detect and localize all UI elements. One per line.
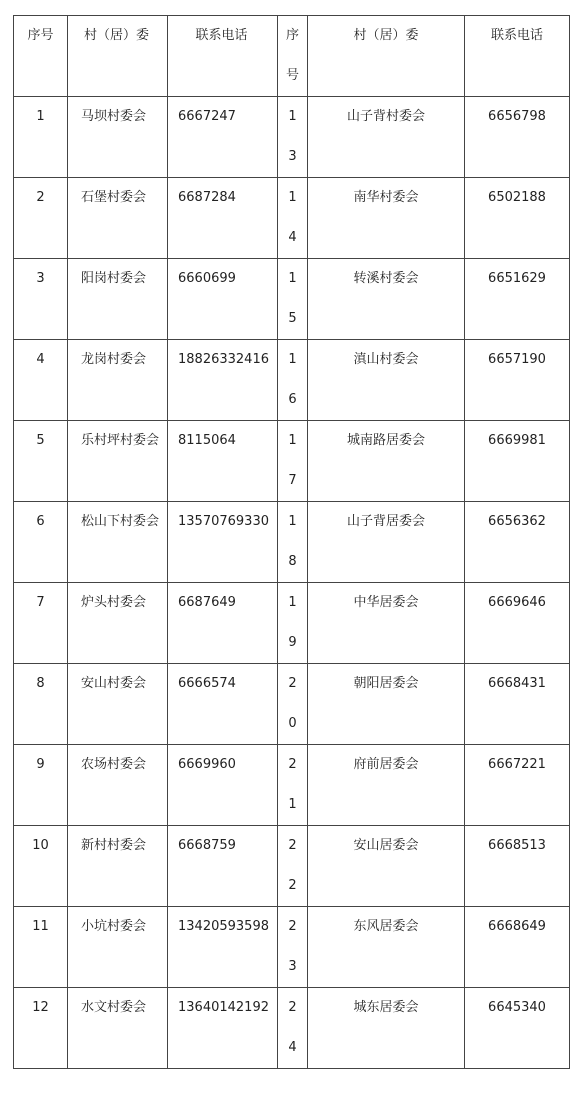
row-number-2: 18	[278, 502, 308, 583]
committee-name-2: 府前居委会	[308, 745, 465, 826]
committee-name: 安山村委会	[68, 664, 168, 745]
phone-number: 6660699	[168, 259, 278, 340]
row-number-2: 14	[278, 178, 308, 259]
row-number-2: 22	[278, 826, 308, 907]
phone-number-2: 6669981	[465, 421, 570, 502]
row-number: 4	[14, 340, 68, 421]
committee-name: 松山下村委会	[68, 502, 168, 583]
row-number-2: 20	[278, 664, 308, 745]
table-row	[14, 907, 570, 988]
committee-name-2: 中华居委会	[308, 583, 465, 664]
row-number-2: 24	[278, 988, 308, 1069]
phone-number-2: 6668649	[465, 907, 570, 988]
phone-number: 6669960	[168, 745, 278, 826]
phone-number-2: 6657190	[465, 340, 570, 421]
committee-name-2: 东风居委会	[308, 907, 465, 988]
committee-name-2: 安山居委会	[308, 826, 465, 907]
phone-number: 6687649	[168, 583, 278, 664]
row-number: 7	[14, 583, 68, 664]
committee-name-2: 朝阳居委会	[308, 664, 465, 745]
row-number-2: 13	[278, 97, 308, 178]
committee-name-2: 转溪村委会	[308, 259, 465, 340]
committee-name: 龙岗村委会	[68, 340, 168, 421]
phone-number-2: 6651629	[465, 259, 570, 340]
phone-number-2: 6668513	[465, 826, 570, 907]
row-number: 10	[14, 826, 68, 907]
table-row	[14, 502, 570, 583]
row-number: 1	[14, 97, 68, 178]
row-number: 8	[14, 664, 68, 745]
row-number: 9	[14, 745, 68, 826]
table-row	[14, 745, 570, 826]
row-number-2: 17	[278, 421, 308, 502]
header-number-2: 序号	[278, 16, 308, 97]
committee-name: 乐村坪村委会	[68, 421, 168, 502]
row-number-2: 21	[278, 745, 308, 826]
table-row	[14, 97, 570, 178]
committee-name: 马坝村委会	[68, 97, 168, 178]
phone-number-2: 6669646	[465, 583, 570, 664]
table-row	[14, 988, 570, 1069]
header-row	[14, 16, 570, 97]
committee-name-2: 山子背村委会	[308, 97, 465, 178]
phone-number-2: 6502188	[465, 178, 570, 259]
header-number: 序号	[14, 16, 68, 97]
committee-name: 阳岗村委会	[68, 259, 168, 340]
phone-number: 13640142192	[168, 988, 278, 1069]
table-row	[14, 259, 570, 340]
committee-name: 小坑村委会	[68, 907, 168, 988]
table-row	[14, 826, 570, 907]
committee-name: 炉头村委会	[68, 583, 168, 664]
phone-number-2: 6668431	[465, 664, 570, 745]
committee-name-2: 南华村委会	[308, 178, 465, 259]
committee-name-2: 山子背居委会	[308, 502, 465, 583]
phone-number: 6667247	[168, 97, 278, 178]
committee-name: 新村村委会	[68, 826, 168, 907]
phone-number: 18826332416	[168, 340, 278, 421]
phone-number: 8115064	[168, 421, 278, 502]
row-number-2: 15	[278, 259, 308, 340]
phone-number: 6668759	[168, 826, 278, 907]
phone-number-2: 6656798	[465, 97, 570, 178]
row-number: 2	[14, 178, 68, 259]
phone-number: 6666574	[168, 664, 278, 745]
committee-name: 水文村委会	[68, 988, 168, 1069]
contact-table	[13, 15, 570, 1069]
committee-name: 农场村委会	[68, 745, 168, 826]
row-number: 6	[14, 502, 68, 583]
table-row	[14, 664, 570, 745]
phone-number: 13570769330	[168, 502, 278, 583]
row-number: 5	[14, 421, 68, 502]
committee-name-2: 滇山村委会	[308, 340, 465, 421]
committee-name-2: 城东居委会	[308, 988, 465, 1069]
row-number-2: 23	[278, 907, 308, 988]
table-row	[14, 421, 570, 502]
committee-name: 石堡村委会	[68, 178, 168, 259]
header-phone: 联系电话	[168, 16, 278, 97]
row-number: 11	[14, 907, 68, 988]
row-number-2: 19	[278, 583, 308, 664]
row-number: 12	[14, 988, 68, 1069]
phone-number-2: 6667221	[465, 745, 570, 826]
phone-number-2: 6645340	[465, 988, 570, 1069]
committee-name-2: 城南路居委会	[308, 421, 465, 502]
row-number: 3	[14, 259, 68, 340]
row-number-2: 16	[278, 340, 308, 421]
phone-number-2: 6656362	[465, 502, 570, 583]
header-committee-2: 村（居）委	[308, 16, 465, 97]
header-phone-2: 联系电话	[465, 16, 570, 97]
table-row	[14, 583, 570, 664]
table-row	[14, 340, 570, 421]
header-committee: 村（居）委	[68, 16, 168, 97]
table-row	[14, 178, 570, 259]
phone-number: 6687284	[168, 178, 278, 259]
phone-number: 13420593598	[168, 907, 278, 988]
